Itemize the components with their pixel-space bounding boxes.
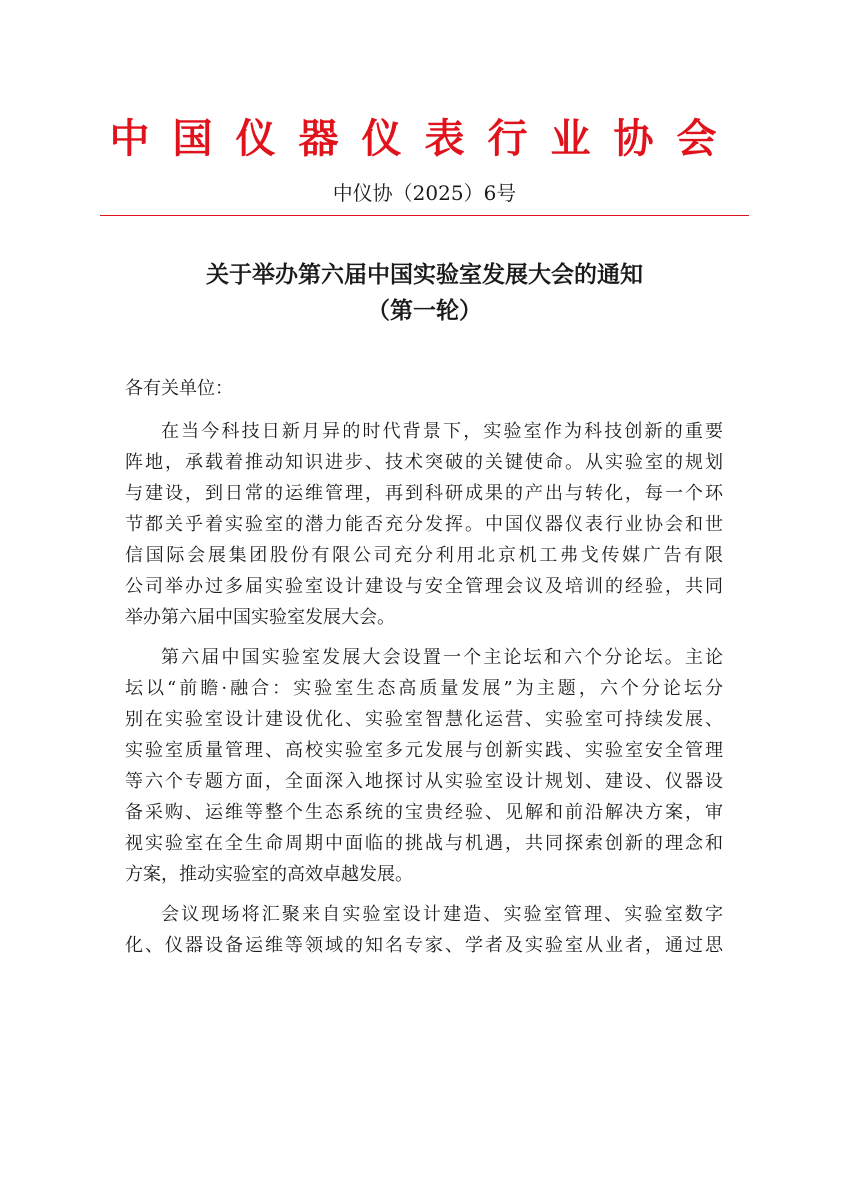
text-line: 节都关乎着实验室的潜力能否充分发挥。中国仪器仪表行业协会和世 <box>125 514 723 535</box>
text-line: 会议现场将汇聚来自实验室设计建造、实验室管理、实验室数字 <box>161 904 723 925</box>
text-line: 信国际会展集团股份有限公司充分利用北京机工弗戈传媒广告有限 <box>125 545 723 566</box>
title-line-1: 关于举办第六届中国实验室发展大会的通知 <box>206 261 643 288</box>
text-line: 在当今科技日新月异的时代背景下，实验室作为科技创新的重要 <box>161 421 723 442</box>
text-line: 化、仪器设备运维等领域的知名专家、学者及实验室从业者，通过思 <box>125 935 723 956</box>
paragraph-2 <box>125 642 723 890</box>
text-line: 等六个专题方面，全面深入地探讨从实验室设计规划、建设、仪器设 <box>125 771 723 792</box>
text-line: 别在实验室设计建设优化、实验室智慧化运营、实验室可持续发展、 <box>125 709 723 730</box>
text-line: 第六届中国实验室发展大会设置一个主论坛和六个分论坛。主论 <box>161 647 723 668</box>
text-line: 举办第六届中国实验室发展大会。 <box>125 607 395 628</box>
red-divider-line <box>100 215 749 216</box>
text-line: 坛以“前瞻·融合：实验室生态高质量发展”为主题，六个分论坛分 <box>125 678 723 699</box>
paragraph-1 <box>125 416 723 633</box>
document-title <box>100 257 749 329</box>
issuing-organization-header: 中国仪器仪表行业协会 <box>109 115 740 162</box>
paragraph-3 <box>125 899 723 961</box>
text-line: 与建设，到日常的运维管理，再到科研成果的产出与转化，每一个环 <box>125 483 723 504</box>
text-line: 实验室质量管理、高校实验室多元发展与创新实践、实验室安全管理 <box>125 740 723 761</box>
text-line: 方案，推动实验室的高效卓越发展。 <box>125 864 413 885</box>
salutation: 各有关单位： <box>125 378 233 399</box>
text-line: 阵地，承载着推动知识进步、技术突破的关键使命。从实验室的规划 <box>125 452 723 473</box>
text-line: 视实验室在全生命周期中面临的挑战与机遇，共同探索创新的理念和 <box>125 833 723 854</box>
title-line-2: （第一轮） <box>367 297 482 324</box>
text-line: 备采购、运维等整个生态系统的宝贵经验、见解和前沿解决方案，审 <box>125 802 723 823</box>
body-text <box>125 416 723 970</box>
document-number: 中仪协（2025）6号 <box>332 181 517 205</box>
text-line: 公司举办过多届实验室设计建设与安全管理会议及培训的经验，共同 <box>125 576 723 597</box>
